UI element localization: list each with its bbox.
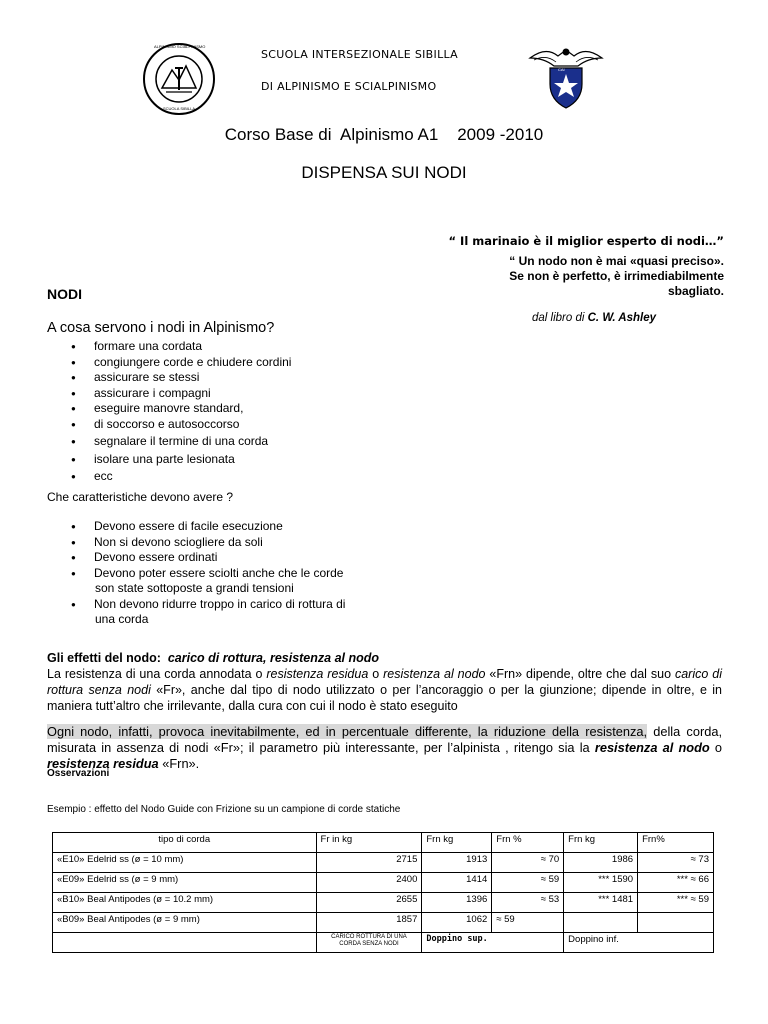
rope-code: «B09» <box>57 914 85 925</box>
frn2-cell <box>564 913 638 933</box>
school-logo-text-bottom: SCUOLA SIBILLA <box>162 106 195 111</box>
frn-cell: 1913 <box>422 853 492 873</box>
highlighted-text: Ogni nodo, infatti, provoca inevitabilmente, ed in percentuale differente, la riduzione della resistenza, <box>47 724 648 739</box>
list-item: ● formare una cordata <box>47 339 447 355</box>
cai-logo <box>528 40 604 112</box>
effects-paragraph-2 <box>47 724 722 772</box>
results-table <box>52 832 714 953</box>
text-run: o <box>709 740 722 755</box>
text-run-bold-italic: resistenza al nodo <box>594 740 710 755</box>
effects-heading-title: Gli effetti del nodo: <box>47 651 161 665</box>
section-heading-nodi: NODI <box>47 286 82 302</box>
footer-fr-line: CORDA SENZA NODI <box>339 941 399 947</box>
frn-cell: 1062 <box>422 913 492 933</box>
table-row <box>53 853 714 873</box>
list-item: ● Devono essere di facile esecuzione <box>47 519 447 535</box>
text-run-italic: resistenza al nodo <box>383 667 486 681</box>
footer-empty-cell <box>53 933 317 953</box>
text-run: La resistenza di una corda annodata o <box>47 667 267 681</box>
list-item: ● congiungere corde e chiudere cordini <box>47 355 447 371</box>
rope-name: Edelrid ss (ø = 10 mm) <box>87 854 184 865</box>
effects-heading <box>47 651 379 665</box>
quote-line-3: sbagliato. <box>667 284 724 298</box>
table-header-row <box>53 833 714 853</box>
header-cell: Frn kg <box>422 833 492 853</box>
quote-marinaio: “ Il marinaio è il miglior esperto di nodi…” <box>448 234 724 248</box>
example-caption: Esempio : effetto del Nodo Guide con Frizione su un campione di corde statiche <box>47 804 401 815</box>
text-run-italic: resistenza residua <box>266 667 369 681</box>
uses-heading: A cosa servono i nodi in Alpinismo? <box>47 320 275 336</box>
frn2-pct-cell: *** ≈ 66 <box>638 873 714 893</box>
uses-list <box>47 339 447 485</box>
rope-cell <box>53 853 317 873</box>
rope-code: «E09» <box>57 874 85 885</box>
fr-cell: 2655 <box>316 893 422 913</box>
text-run: «Frn» dipende, oltre che dal suo <box>485 667 675 681</box>
rope-cell <box>53 873 317 893</box>
footer-fr-cell <box>316 933 422 953</box>
school-name-line1: SCUOLA INTERSEZIONALE SIBILLA <box>261 48 459 61</box>
rope-name: Beal Antipodes (ø = 10.2 mm) <box>87 894 214 905</box>
text-run: della corda, misurata in assenza di nodi «Fr»; il parametro più interessante, per l’alpinista , ritengo sia la <box>47 724 722 755</box>
table-footer-row <box>53 933 714 953</box>
rope-name: Edelrid ss (ø = 9 mm) <box>87 874 179 885</box>
observations-label: Osservazioni <box>47 768 110 779</box>
list-item: ● segnalare il termine di una corda <box>47 434 447 450</box>
frn-pct-cell: ≈ 59 <box>492 873 564 893</box>
text-run: «Frn». <box>158 756 200 771</box>
school-logo-icon <box>142 42 216 116</box>
school-logo-text-top: ALPINISMO SCIALPINISMO <box>154 44 206 49</box>
header-cell: tipo di corda <box>53 833 317 853</box>
school-logo <box>142 42 216 116</box>
features-heading: Che caratteristiche devono avere ? <box>47 490 234 504</box>
text-run-italic: carico di rottura senza nodi <box>47 667 722 697</box>
frn2-cell: 1986 <box>564 853 638 873</box>
frn2-cell: *** 1590 <box>564 873 638 893</box>
footer-frn2-cell: Doppino inf. <box>564 933 714 953</box>
list-item-continuation: una corda <box>95 612 149 626</box>
quote-source <box>532 312 656 324</box>
school-name-line2: DI ALPINISMO E SCIALPINISMO <box>261 80 437 93</box>
table-row <box>53 913 714 933</box>
frn-pct-cell: ≈ 59 <box>492 913 564 933</box>
quote-source-author: C. W. Ashley <box>587 312 656 324</box>
header-cell: Frn kg <box>564 833 638 853</box>
rope-cell <box>53 913 317 933</box>
rope-cell <box>53 893 317 913</box>
fr-cell: 2400 <box>316 873 422 893</box>
features-list <box>47 519 447 628</box>
frn2-cell: *** 1481 <box>564 893 638 913</box>
rope-code: «E10» <box>57 854 85 865</box>
list-item: ● Devono poter essere sciolti anche che le corde <box>47 566 447 582</box>
fr-cell: 1857 <box>316 913 422 933</box>
list-item: ● assicurare se stessi <box>47 370 447 386</box>
header-cell: Frn% <box>638 833 714 853</box>
frn-pct-cell: ≈ 53 <box>492 893 564 913</box>
page-title: DISPENSA SUI NODI <box>301 163 467 182</box>
list-item: ● Devono essere ordinati <box>47 550 447 566</box>
cai-logo-label: CAI <box>558 67 565 72</box>
list-item: ● ecc <box>47 469 447 485</box>
effects-heading-sub: carico di rottura, resistenza al nodo <box>167 651 380 665</box>
frn2-pct-cell: ≈ 73 <box>638 853 714 873</box>
list-item: ● di soccorso e autosoccorso <box>47 417 447 433</box>
header-cell: Fr in kg <box>316 833 422 853</box>
quote-source-prefix: dal libro di <box>532 312 588 324</box>
list-item-continuation: son state sottoposte a grandi tensioni <box>95 581 294 595</box>
table-row <box>53 873 714 893</box>
course-title: Corso Base di Alpinismo A1 2009 -2010 <box>224 125 544 144</box>
quote-line-2: Se non è perfetto, è irrimediabilmente <box>509 269 724 283</box>
text-run: «Fr», anche dal tipo di nodo utilizzato o per l’ancoraggio o per la giunzione; dipende in oltre, e in maniera tutt’altro che irrilevante, dalla cura con cui il nodo è stato eseguito <box>47 683 722 713</box>
frn2-pct-cell <box>638 913 714 933</box>
fr-cell: 2715 <box>316 853 422 873</box>
header-cell: Frn % <box>492 833 564 853</box>
effects-paragraph-1 <box>47 666 722 714</box>
rope-code: «B10» <box>57 894 85 905</box>
footer-fr-line: CARICO ROTTURA DI UNA <box>331 934 407 940</box>
frn-cell: 1414 <box>422 873 492 893</box>
frn-cell: 1396 <box>422 893 492 913</box>
eagle-star-icon <box>528 40 604 112</box>
rope-name: Beal Antipodes (ø = 9 mm) <box>87 914 200 925</box>
table-row <box>53 893 714 913</box>
quote-line-1: “ Un nodo non è mai «quasi preciso». <box>509 254 724 268</box>
frn2-pct-cell: *** ≈ 59 <box>638 893 714 913</box>
list-item: ● assicurare i compagni <box>47 386 447 402</box>
text-run: o <box>368 667 384 681</box>
list-item: ● Non devono ridurre troppo in carico di rottura di <box>47 597 447 613</box>
list-item: ● eseguire manovre standard, <box>47 401 447 417</box>
footer-frn-cell: Doppino sup. <box>422 933 564 953</box>
quote-block <box>420 234 724 299</box>
list-item: ● Non si devono sciogliere da soli <box>47 535 447 551</box>
list-item: ● isolare una parte lesionata <box>47 452 447 468</box>
frn-pct-cell: ≈ 70 <box>492 853 564 873</box>
text-run-bold-italic: resistenza residua <box>47 756 159 771</box>
